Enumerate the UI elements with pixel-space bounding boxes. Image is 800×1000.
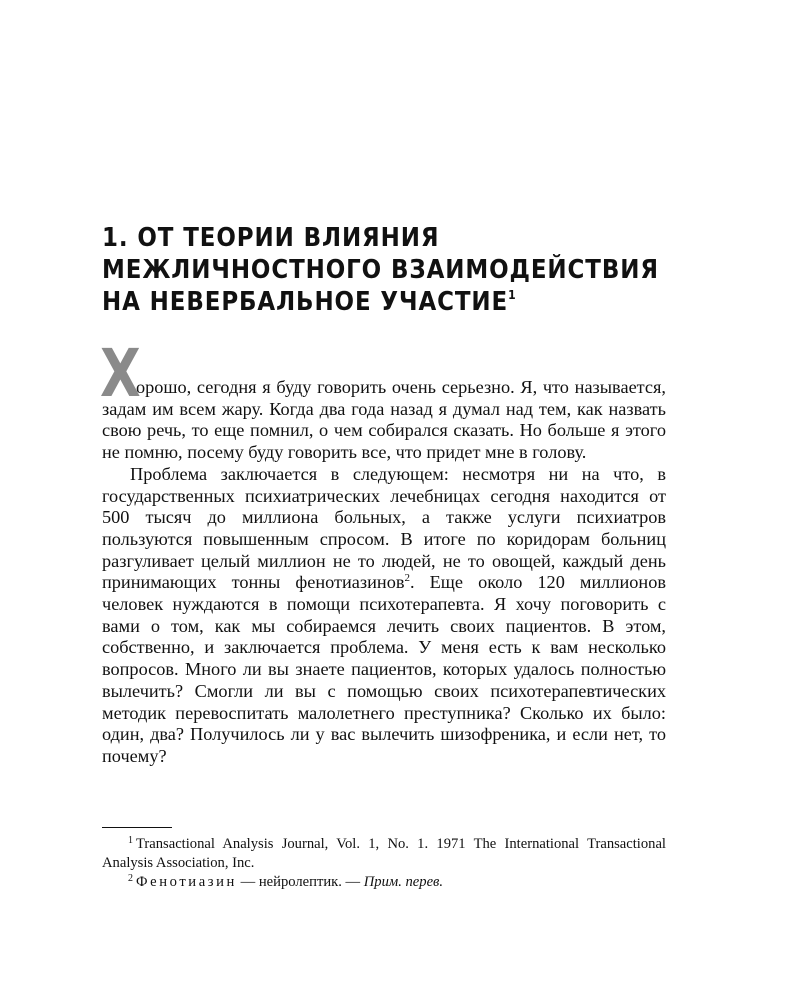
footnote-2-term: Фенотиазин — [136, 874, 237, 890]
footnote-2-number: 2 — [128, 873, 133, 884]
chapter-title — [102, 222, 659, 318]
footnote-1-text: Transactional Analysis Journal, Vol. 1, No. 1. 1971 The International Transactional Analysis Association, Inc. — [102, 836, 666, 871]
footnote-ref-2[interactable]: 2 — [404, 572, 410, 585]
footnote-2 — [102, 873, 666, 892]
paragraph-2-text-a: Проблема заключается в следующем: несмотря ни на что, в государственных психиатрических лечебницах сегодня находится от 500 тысяч до миллиона больных, а также услуги психиатров пользуются повышенным спросом. В итоге по коридорам больниц разгуливает целый миллион не то людей, не то овощей, каждый день принимающих тонны фенотиазинов — [102, 463, 666, 593]
chapter-title-line-1: 1. ОТ ТЕОРИИ ВЛИЯНИЯ — [102, 223, 440, 253]
footnote-2-text: — нейролептик. — — [236, 874, 364, 890]
paragraph-2-text-b: . Еще около 120 миллионов человек нуждаются в помощи психотерапевта. Я хочу поговорить с вами о том, как мы собираемся лечить своих пациентов. В этом, собственно, и заключается проблема. У меня есть к вам несколько вопросов. Много ли вы знаете пациентов, которых удалось полностью вылечить? Смогли ли вы с помощью своих психотерапевтических методик перевоспитать малолетнего преступника? Сколько их было: один, два? Получилось ли у вас вылечить шизофреника, и если нет, то почему? — [102, 572, 666, 766]
paragraph-1-text: орошо, сегодня я буду говорить очень серьезно. Я, что называется, задам им всем жару. Когда два года назад я думал над тем, как назвать свою речь, то еще помнил, о чем собирался сказать. Но больше я этого не помню, посему буду говорить все, что придет мне в голову. — [102, 377, 666, 463]
chapter-title-line-3-text: НА НЕВЕРБАЛЬНОЕ УЧАСТИЕ — [102, 287, 509, 317]
footnote-divider — [102, 827, 172, 828]
chapter-title-line-3 — [102, 286, 642, 318]
footnotes — [102, 835, 666, 892]
footnote-1 — [102, 835, 666, 873]
chapter-title-line-2: МЕЖЛИЧНОСТНОГО ВЗАИМОДЕЙСТВИЯ — [102, 255, 659, 285]
chapter-body — [100, 335, 666, 768]
footnote-1-number: 1 — [128, 835, 133, 846]
title-footnote-ref[interactable]: 1 — [508, 288, 516, 302]
drop-cap: Х — [100, 335, 141, 412]
paragraph-2 — [102, 464, 666, 768]
footnote-2-note: Прим. перев. — [363, 874, 444, 890]
paragraph-1 — [100, 335, 666, 464]
